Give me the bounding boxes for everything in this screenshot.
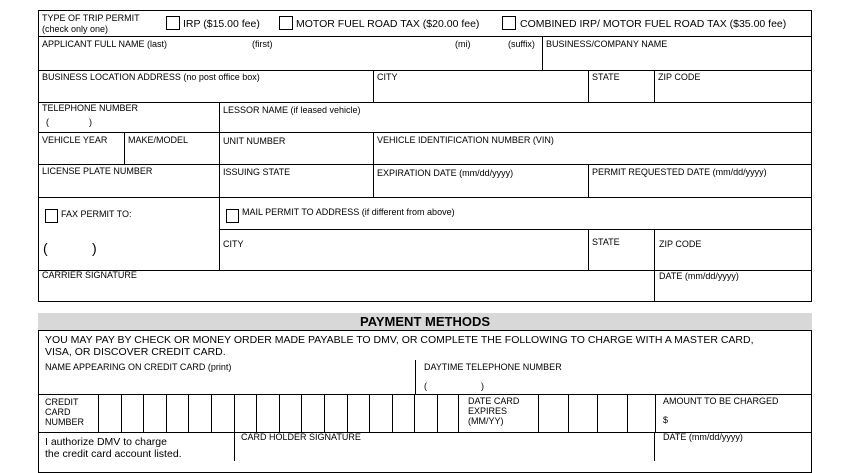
make-model-field[interactable] [126, 147, 218, 163]
carrier-signature-field[interactable] [39, 283, 653, 300]
daytime-phone-label: DAYTIME TELEPHONE NUMBER [424, 362, 562, 372]
card-holder-signature-label: CARD HOLDER SIGNATURE [241, 432, 361, 442]
card-expiry-label-1: DATE CARD [468, 396, 520, 406]
mail-state-label: STATE [592, 237, 620, 247]
vehicle-year-field[interactable] [39, 147, 123, 163]
expiration-date-label: EXPIRATION DATE (mm/dd/yyyy) [377, 168, 514, 178]
payment-date-field[interactable] [656, 445, 811, 461]
divider [415, 360, 416, 395]
credit-card-digit-cell[interactable] [324, 395, 347, 432]
payment-instructions-line-1: YOU MAY PAY BY CHECK OR MONEY ORDER MADE PAYABLE TO DMV, OR COMPLETE THE FOLLOWING TO CHARGE WITH A MASTER CARD, [45, 334, 754, 346]
divider [38, 164, 812, 165]
credit-card-digit-cell[interactable] [234, 395, 257, 432]
mail-zip-label: ZIP CODE [659, 239, 702, 249]
state-field[interactable] [590, 84, 653, 101]
divider [373, 133, 374, 197]
divider [655, 395, 656, 432]
telephone-field[interactable] [39, 114, 217, 131]
unit-number-label: UNIT NUMBER [223, 136, 286, 146]
lessor-label: LESSOR NAME (if leased vehicle) [223, 105, 361, 115]
card-expiry-digit-cell[interactable] [538, 395, 568, 432]
applicant-suffix-label: (suffix) [508, 39, 535, 49]
divider [38, 330, 812, 331]
credit-card-label-2: CARD [45, 407, 71, 417]
mail-zip-field[interactable] [656, 251, 811, 269]
vehicle-year-label: VEHICLE YEAR [42, 135, 108, 145]
divider [542, 37, 543, 70]
irp-checkbox[interactable] [166, 16, 180, 30]
credit-card-digit-cell[interactable] [121, 395, 144, 432]
credit-card-digit-cell[interactable] [301, 395, 324, 432]
amount-field[interactable] [672, 410, 810, 430]
authorize-text-2: the credit card account listed. [45, 448, 182, 460]
divider [588, 230, 589, 270]
amount-dollar-sign: $ [663, 415, 669, 425]
mail-permit-label: MAIL PERMIT TO ADDRESS (if different from above) [242, 207, 455, 217]
card-expiry-digit-cell[interactable] [627, 395, 657, 432]
issuing-state-field[interactable] [221, 180, 372, 196]
payment-date-label: DATE (mm/dd/yyyy) [663, 432, 743, 442]
credit-card-digit-cell[interactable] [256, 395, 279, 432]
credit-card-digit-cell[interactable] [437, 395, 460, 432]
irp-label: IRP ($15.00 fee) [183, 18, 260, 30]
credit-card-digit-cell[interactable] [188, 395, 211, 432]
mail-permit-checkbox[interactable] [226, 209, 239, 223]
card-holder-signature-field[interactable] [236, 445, 653, 461]
address-field[interactable] [39, 84, 372, 101]
vin-field[interactable] [375, 147, 811, 163]
fax-permit-checkbox[interactable] [45, 209, 58, 223]
vin-label: VEHICLE IDENTIFICATION NUMBER (VIN) [377, 135, 554, 145]
mail-city-label: CITY [223, 239, 244, 249]
credit-card-digit-cell[interactable] [211, 395, 234, 432]
credit-card-digit-cell[interactable] [347, 395, 370, 432]
license-plate-field[interactable] [39, 180, 217, 196]
carrier-signature-label: CARRIER SIGNATURE [42, 270, 137, 280]
mail-address-field[interactable] [244, 218, 810, 228]
lessor-field[interactable] [221, 116, 811, 132]
divider [220, 229, 812, 230]
signature-date-label: DATE (mm/dd/yyyy) [659, 271, 739, 281]
card-expiry-label-2: EXPIRES [468, 406, 508, 416]
expiration-date-field[interactable] [375, 180, 587, 196]
credit-card-digit-cell[interactable] [166, 395, 189, 432]
telephone-paren-open: ( [46, 117, 49, 127]
card-expiry-digit-cell[interactable] [568, 395, 598, 432]
card-expiry-digit-cell[interactable] [597, 395, 627, 432]
city-field[interactable] [375, 84, 587, 101]
name-on-card-label: NAME APPEARING ON CREDIT CARD (print) [45, 362, 232, 372]
divider [654, 433, 655, 461]
credit-card-digit-cell[interactable] [414, 395, 437, 432]
name-on-card-field[interactable] [39, 374, 414, 394]
address-label: BUSINESS LOCATION ADDRESS (no post office box) [42, 72, 260, 82]
divider [124, 133, 125, 164]
mail-city-field[interactable] [221, 251, 587, 269]
divider [38, 197, 812, 198]
requested-date-label: PERMIT REQUESTED DATE (mm/dd/yyyy) [592, 167, 767, 177]
business-name-field[interactable] [544, 50, 811, 69]
payment-instructions-line-2: VISA, OR DISCOVER CREDIT CARD. [45, 346, 226, 358]
requested-date-field[interactable] [590, 180, 811, 196]
combined-checkbox[interactable] [502, 16, 516, 30]
issuing-state-label: ISSUING STATE [223, 167, 291, 177]
zip-field[interactable] [656, 84, 811, 101]
credit-card-digit-cell[interactable] [369, 395, 392, 432]
divider [38, 132, 812, 133]
applicant-first-label: (first) [252, 39, 273, 49]
applicant-name-field[interactable] [39, 50, 541, 69]
divider [219, 103, 220, 270]
credit-card-digit-cell[interactable] [279, 395, 302, 432]
divider [588, 165, 589, 197]
trip-type-hint: (check only one) [42, 24, 109, 34]
credit-card-digit-cell[interactable] [143, 395, 166, 432]
divider [654, 230, 655, 301]
make-model-label: MAKE/MODEL [128, 135, 189, 145]
divider [654, 71, 655, 102]
divider [458, 395, 459, 432]
state-label: STATE [592, 72, 620, 82]
applicant-mi-label: (mi) [455, 39, 471, 49]
fax-number-field[interactable] [39, 238, 217, 268]
card-expiry-label-3: (MM/YY) [468, 416, 504, 426]
divider [373, 71, 374, 102]
divider [38, 70, 812, 71]
combined-label: COMBINED IRP/ MOTOR FUEL ROAD TAX ($35.00 fee) [520, 18, 787, 30]
business-name-label: BUSINESS/COMPANY NAME [546, 39, 668, 49]
zip-label: ZIP CODE [658, 72, 701, 82]
telephone-paren-close: ) [89, 117, 92, 127]
daytime-phone-field[interactable] [417, 374, 811, 394]
city-label: CITY [377, 72, 398, 82]
telephone-label: TELEPHONE NUMBER [42, 103, 139, 113]
payment-methods-title: PAYMENT METHODS [38, 313, 812, 330]
fax-permit-label: FAX PERMIT TO: [61, 209, 132, 219]
mail-state-field[interactable] [590, 251, 653, 269]
applicant-last-label: APPLICANT FULL NAME (last) [42, 39, 168, 49]
fuel-tax-checkbox[interactable] [279, 16, 293, 30]
fax-paren-open: ( [43, 240, 48, 256]
daytime-phone-paren-close: ) [481, 381, 484, 391]
signature-date-field[interactable] [656, 283, 811, 300]
credit-card-digit-cell[interactable] [98, 395, 121, 432]
trip-type-label: TYPE OF TRIP PERMIT [42, 13, 140, 23]
fax-paren-close: ) [92, 240, 97, 256]
credit-card-label-3: NUMBER [45, 417, 85, 427]
divider [234, 433, 235, 461]
divider [588, 71, 589, 102]
license-plate-label: LICENSE PLATE NUMBER [42, 166, 153, 176]
unit-number-field[interactable] [221, 147, 372, 163]
authorize-text-1: I authorize DMV to charge [45, 436, 167, 448]
credit-card-digit-cell[interactable] [392, 395, 415, 432]
credit-card-label-1: CREDIT [45, 397, 79, 407]
divider [38, 102, 812, 103]
divider [38, 36, 812, 37]
fuel-tax-label: MOTOR FUEL ROAD TAX ($20.00 fee) [296, 18, 480, 30]
daytime-phone-paren-open: ( [424, 381, 427, 391]
amount-label: AMOUNT TO BE CHARGED [663, 396, 779, 406]
